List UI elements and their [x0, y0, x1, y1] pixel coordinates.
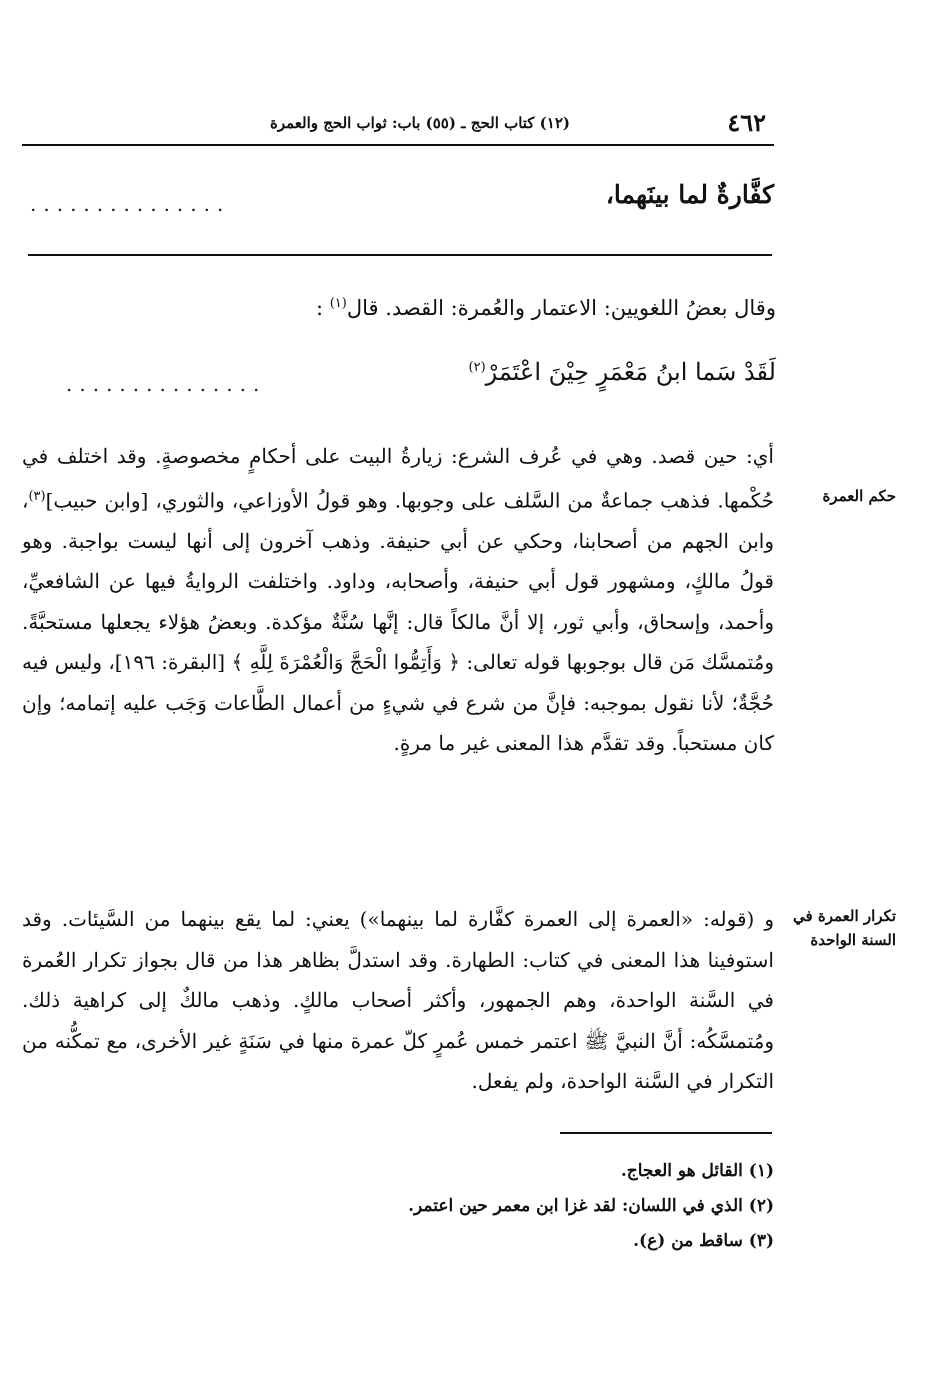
- intro-body: وقال بعضُ اللغويين: الاعتمار والعُمرة: القصد. قال: [346, 296, 776, 320]
- footnote: (٢) الذي في اللسان: لقد غزا ابن معمر حين اعتمر.: [408, 1196, 774, 1216]
- hadith-text: كفَّارةٌ لما بينَهما،: [605, 180, 774, 209]
- paragraph-umrah-ruling: [22, 436, 774, 764]
- paragraph-text: أي: حين قصد. وهي في عُرف الشرع: زيارةُ البيت على أحكامٍ مخصوصةٍ. وقد اختلف في حُكْمها. فذهب جماعةٌ من السَّلف على وجوبها. وهو قولُ الأوزاعي، والثوري، [وابن حبيب]: [22, 444, 774, 513]
- ellipsis-dots: ...............: [66, 372, 267, 396]
- page-number: ٤٦٢: [727, 108, 766, 137]
- verse-body: لَقَدْ سَما ابنُ مَعْمَرٍ حِيْنَ اعْتَمَرْ: [485, 358, 776, 386]
- ellipsis-dots: ...............: [30, 192, 231, 216]
- paragraph-text: ، وابن الجهم من أصحابنا، وحكي عن أبي حنيفة. وذهب آخرون إلى أنها ليست بواجبة. وهو قولُ مالكٍ، ومشهور قول أبي حنيفة، وأصحابه، وداود. واختلفت الروايةُ فيها عن الشافعيِّ، وأحمد، وإسحاق، وأبي ثور، إلا أنَّ مالكاً قال: إنَّها سُنَّةٌ مؤكدة. وبعضُ هؤلاء يجعلها مستحبَّةً. ومُتمسَّك مَن قال بوجوبها قوله تعالى: ﴿ وَأَتِمُّوا الْحَجَّ وَالْعُمْرَةَ لِلَّهِ ﴾ [البقرة: ١٩٦]، وليس فيه حُجَّةٌ؛ لأنا نقول بموجبه: فإنَّ من شرع في شيءٍ من أعمال الطَّاعات وَجَب عليه إتمامه؛ وإن كان مستحباً. وقد تقدَّم هذا المعنى غير ما مرةٍ.: [22, 488, 774, 756]
- margin-note: تكرار العمرة في السنة الواحدة: [792, 907, 896, 949]
- intro-end: :: [315, 296, 330, 320]
- intro-text: [176, 296, 776, 320]
- poetry-verse: [376, 358, 776, 386]
- footnote: (١) القائل هو العجاج.: [620, 1161, 774, 1181]
- margin-note: حكم العمرة: [822, 487, 896, 505]
- divider-line: [28, 254, 772, 256]
- footnote-ref: (٣): [28, 488, 46, 504]
- footnote-divider: [560, 1132, 772, 1134]
- running-title: (١٢) كتاب الحج ـ (٥٥) باب: ثواب الحج والعمرة: [269, 114, 571, 132]
- footnotes: [154, 1154, 774, 1259]
- paragraph-repeating-umrah: و (قوله: «العمرة إلى العمرة كفَّارة لما بينهما») يعني: لما يقع بينهما من السَّيئات. وقد استوفينا هذا المعنى في كتاب: الطهارة. وقد استدلَّ بظاهر هذا من قال بجواز تكرار العُمرة في السَّنة الواحدة، وهم الجمهور، وأكثر أصحاب مالكٍ. وذهب مالكٌ إلى كراهية ذلك. ومُتمسَّكُه: أنَّ النبيَّ ﷺ اعتمر خمس عُمرٍ كلّ عمرة منها في سَنَةٍ غير الأخرى، مع تمكُّنه من التكرار في السَّنة الواحدة، ولم يفعل.: [22, 907, 774, 1093]
- page-header: [22, 108, 774, 146]
- footnote-ref: (٢): [468, 360, 486, 375]
- footnote: (٣) ساقط من (ع).: [633, 1231, 774, 1251]
- footnote-ref: (١): [329, 296, 347, 311]
